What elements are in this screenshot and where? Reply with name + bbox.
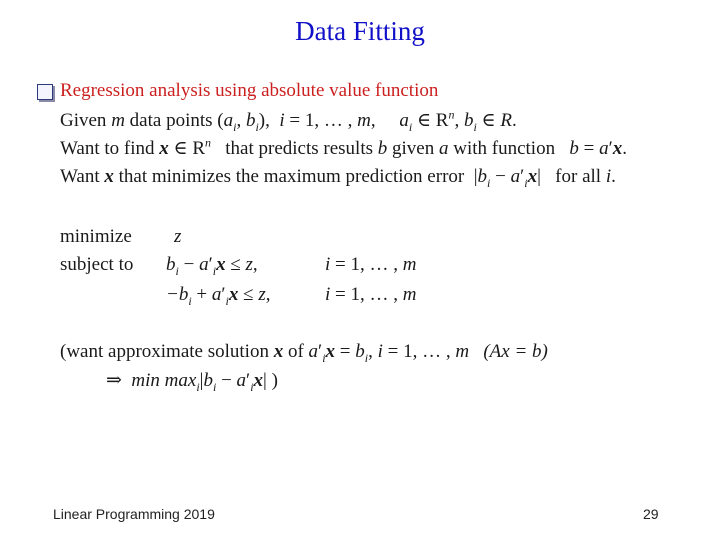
implies-arrow-icon: ⇒ (106, 370, 122, 391)
implies-line: ⇒ $\min \max_i|b_i - a'_ix|$ ) (106, 370, 278, 394)
want-min-prefix: Want (60, 166, 100, 187)
minimize-var: z (174, 226, 182, 247)
want-find-with: with function (453, 138, 556, 159)
approx-prefix: (want approximate solution (60, 341, 269, 362)
constraint-2-b: −b (166, 284, 189, 305)
footer-course: Linear Programming 2019 (53, 506, 215, 522)
implies-text: min max (131, 370, 197, 391)
approx-of: of (287, 341, 304, 362)
approx-matrix: (Ax = b) (483, 341, 548, 362)
constraint-1-range-text: = 1, … , (335, 254, 398, 275)
constraint-2-range-text: = 1, … , (335, 284, 398, 305)
implies-tail: ) (271, 370, 278, 391)
want-min-line: Want x that minimizes the maximum prediction error $|b_i - a'_ix|$ for all i. (60, 166, 616, 190)
given-range: = 1, … , (289, 110, 353, 131)
want-find-line: Want to find x ∈ $R^n$ that predicts results b given a with function b = a′x. (60, 135, 627, 159)
want-find-given: given (392, 138, 435, 159)
want-find-set: ∈ R (173, 138, 206, 159)
constraint-1-b: b (166, 254, 176, 275)
constraint-1: $b_i - a'_ix \le z$, (166, 254, 258, 278)
minimize-label: minimize (60, 226, 132, 247)
bullet-heading: Regression analysis using absolute value function (60, 80, 439, 101)
given-set: ∈ R (416, 110, 449, 131)
constraint-2: $-b_i + a'_ix \le z$, (166, 284, 271, 308)
page-number: 29 (643, 506, 659, 522)
approx-line: (want approximate solution x of $a'_ix = b_i$, i = 1, … , m (Ax = b) (60, 341, 548, 365)
constraint-1-range: i = 1, … , m (325, 254, 417, 275)
constraint-2-range: i = 1, … , m (325, 284, 417, 305)
approx-range: = 1, … , (387, 341, 451, 362)
want-find-prefix: Want to find (60, 138, 155, 159)
want-find-mid: that predicts results (225, 138, 374, 159)
given-line: Given m data points ($a_i$, $b_i$), i = 1, … , m, $a_i$ ∈ $R^n$, $b_i$ ∈ R. (60, 107, 517, 134)
bullet-square-icon (37, 84, 53, 100)
given-prefix: Given (60, 110, 107, 131)
slide-title: Data Fitting (295, 16, 425, 46)
given-tail: ), (258, 110, 270, 131)
want-min-tail: for all (555, 166, 602, 187)
subject-to-label: subject to (60, 254, 134, 275)
given-mid: data points ( (129, 110, 224, 131)
want-min-mid: that minimizes the maximum prediction error (118, 166, 465, 187)
